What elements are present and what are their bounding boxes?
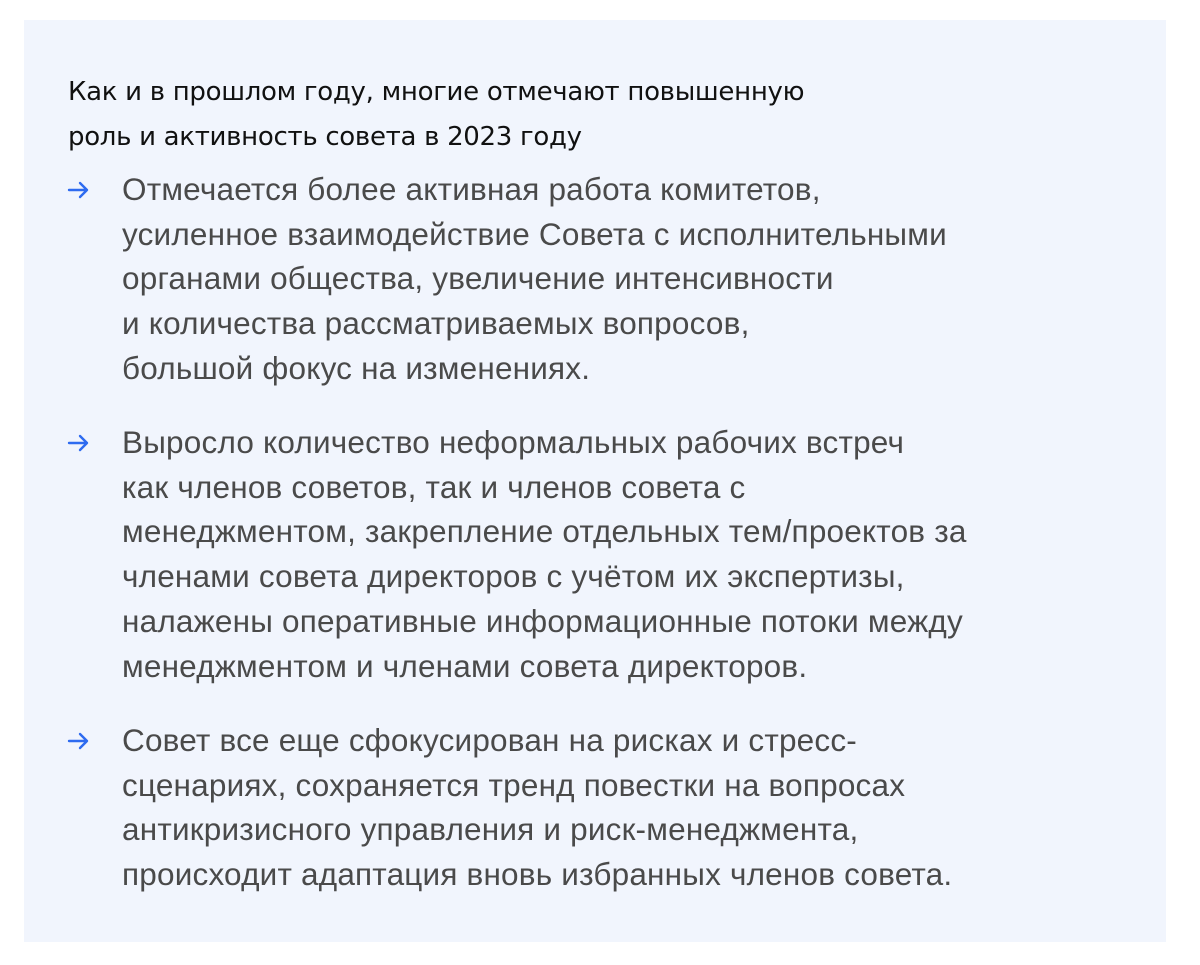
bullet-text [122, 718, 952, 897]
bullet-line: Совет все еще сфокусирован на рисках и стресс- [122, 722, 857, 758]
bullet-line: и количества рассматриваемых вопросов, [122, 305, 750, 342]
bullet-line: большой фокус на изменениях. [122, 349, 591, 386]
bullet-line: антикризисного управления и риск-менеджмента, [122, 811, 859, 848]
heading-line: Как и в прошлом году, многие отмечают повышенную [68, 77, 805, 107]
bullet-line: менеджментом, закрепление отдельных тем/проектов за [122, 513, 967, 550]
section-heading [68, 70, 804, 160]
bullet-line: органами общества, увеличение интенсивности [122, 260, 834, 297]
heading-line: роль и активность совета в 2023 году [68, 122, 582, 152]
bullet-line: налажены оперативные информационные потоки между [122, 602, 963, 639]
bullet-line: Отмечается более активная работа комитетов, [122, 171, 821, 207]
bullet-text [122, 167, 947, 391]
bullet-line: усиленное взаимодействие Совета с исполнительными [122, 215, 947, 252]
arrow-right-icon [64, 175, 94, 205]
arrow-right-icon [64, 726, 94, 756]
bullet-text [122, 420, 967, 688]
arrow-right-icon [64, 428, 94, 458]
bullet-line: менеджментом и членами совета директоров. [122, 647, 808, 684]
bullet-line: происходит адаптация вновь избранных членов совета. [122, 856, 953, 893]
bullet-line: как членов советов, так и членов совета с [122, 468, 746, 505]
bullet-line: сценариях, сохраняется тренд повестки на вопросах [122, 766, 906, 803]
summary-card [24, 20, 1166, 942]
bullet-line: Выросло количество неформальных рабочих встреч [122, 424, 905, 460]
bullet-line: членами совета директоров с учётом их экспертизы, [122, 558, 905, 595]
